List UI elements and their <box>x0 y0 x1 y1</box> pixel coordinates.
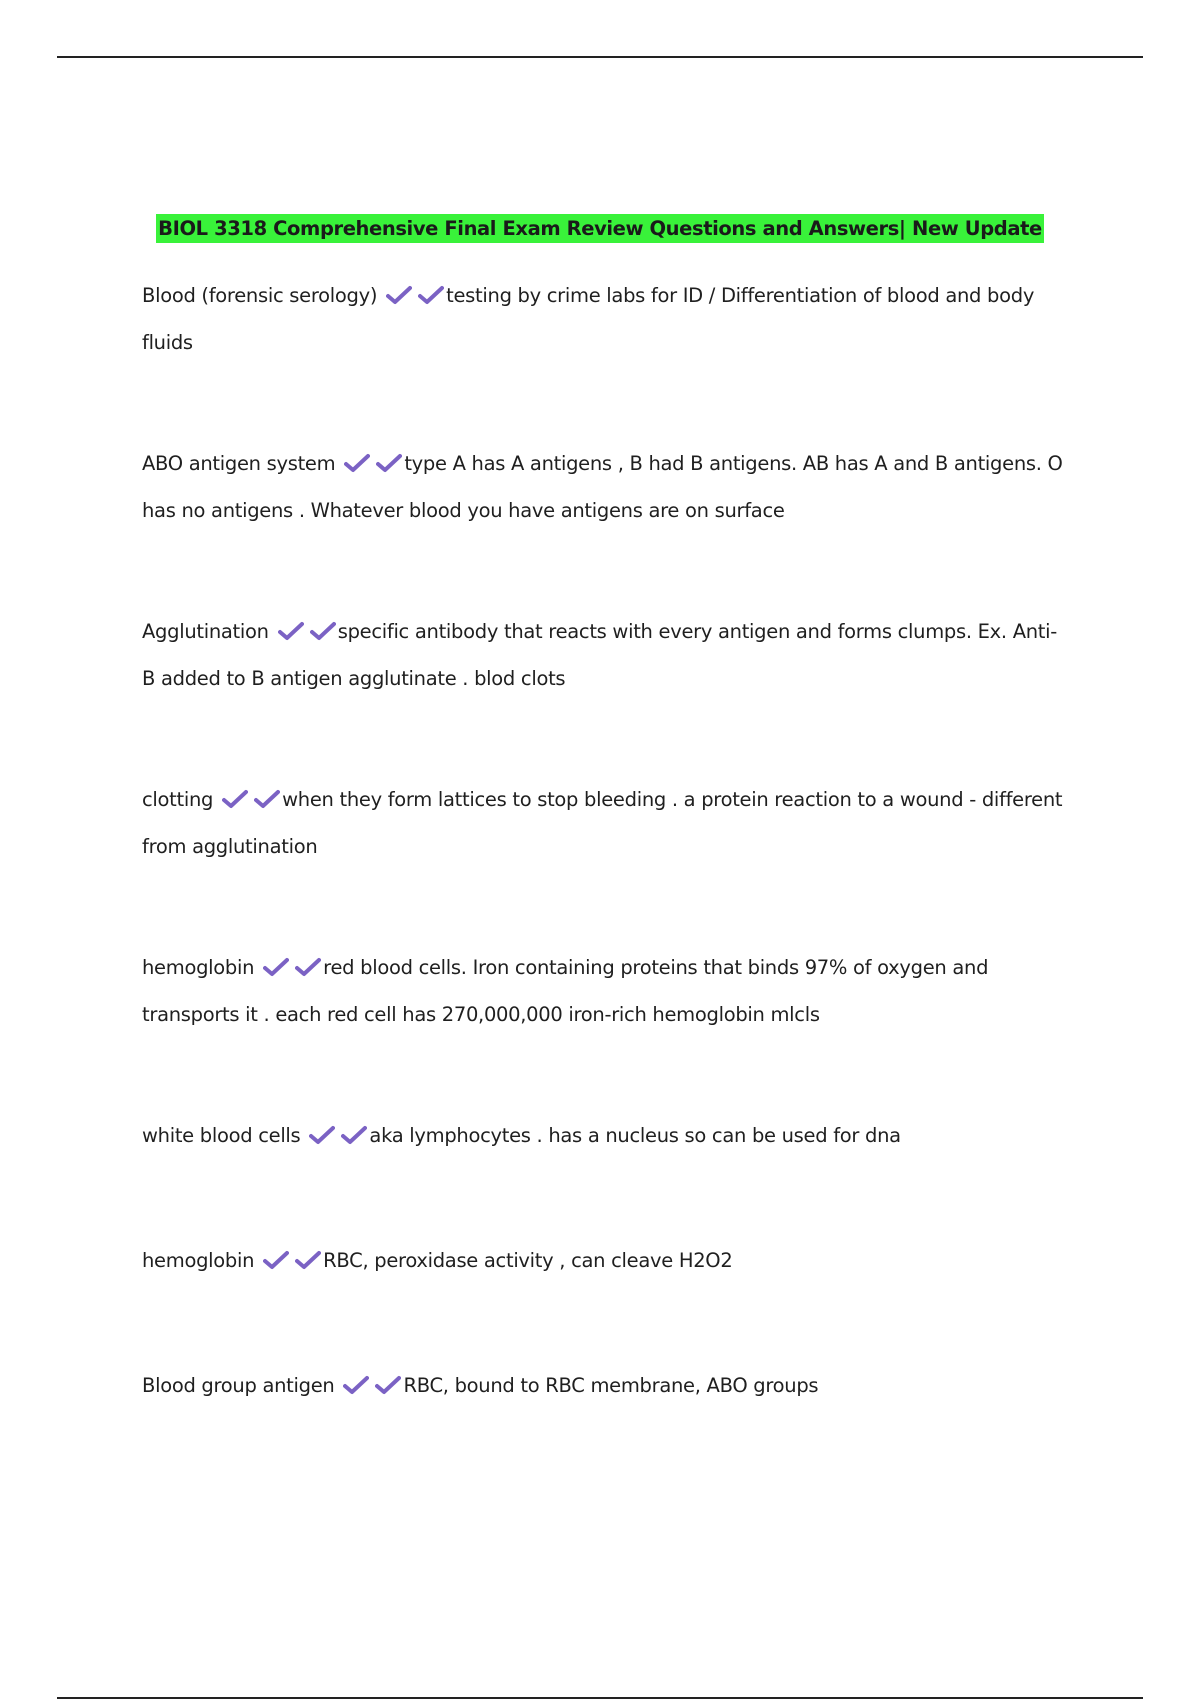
check-mark-icon <box>418 285 444 305</box>
entry-list <box>142 274 1067 1489</box>
check-mark-icon <box>343 1375 369 1395</box>
check-pair <box>263 1242 321 1286</box>
check-mark-icon <box>263 1250 289 1270</box>
entry-blood-group-antigen <box>142 1364 1067 1411</box>
entry-definition: RBC, peroxidase activity , can cleave H2O2 <box>323 1249 733 1272</box>
check-pair <box>278 613 336 657</box>
check-mark-icon <box>295 1250 321 1270</box>
entry-clotting <box>142 778 1067 869</box>
entry-definition: when they form lattices to stop bleeding . a protein reaction to a wound - different from agglutination <box>142 788 1063 858</box>
title-container <box>0 214 1200 243</box>
entry-definition: RBC, bound to RBC membrane, ABO groups <box>403 1374 819 1397</box>
check-mark-icon <box>295 957 321 977</box>
header-rule <box>57 56 1143 58</box>
entry-blood-forensic-serology <box>142 274 1067 365</box>
check-pair <box>386 277 444 321</box>
entry-term: Blood group antigen <box>142 1374 335 1397</box>
entry-term: clotting <box>142 788 214 811</box>
entry-agglutination <box>142 610 1067 701</box>
check-mark-icon <box>341 1125 367 1145</box>
entry-term: ABO antigen system <box>142 452 336 475</box>
check-mark-icon <box>375 1375 401 1395</box>
check-mark-icon <box>254 789 280 809</box>
check-mark-icon <box>386 285 412 305</box>
entry-term: Agglutination <box>142 620 269 643</box>
entry-definition: testing by crime labs for ID / Differentiation of blood and body fluids <box>142 284 1035 354</box>
entry-hemoglobin-red-cells <box>142 946 1067 1037</box>
entry-term: hemoglobin <box>142 1249 255 1272</box>
check-mark-icon <box>376 453 402 473</box>
check-mark-icon <box>278 621 304 641</box>
check-pair <box>222 781 280 825</box>
entry-definition: aka lymphocytes . has a nucleus so can be used for dna <box>369 1124 901 1147</box>
check-mark-icon <box>344 453 370 473</box>
check-mark-icon <box>310 621 336 641</box>
entry-hemoglobin-rbc <box>142 1239 1067 1286</box>
check-pair <box>343 1367 401 1411</box>
check-pair <box>344 445 402 489</box>
entry-term: white blood cells <box>142 1124 301 1147</box>
check-mark-icon <box>263 957 289 977</box>
check-mark-icon <box>309 1125 335 1145</box>
document-title: BIOL 3318 Comprehensive Final Exam Review Questions and Answers| New Update <box>156 214 1044 243</box>
entry-definition: type A has A antigens , B had B antigens. AB has A and B antigens. O has no antigens . Whatever blood you have antigens are on surface <box>142 452 1063 522</box>
entry-definition: specific antibody that reacts with every antigen and forms clumps. Ex. Anti-B added to B antigen agglutinate . blod clots <box>142 620 1057 690</box>
check-mark-icon <box>222 789 248 809</box>
entry-term: hemoglobin <box>142 956 255 979</box>
footer-rule <box>57 1697 1143 1699</box>
entry-abo-antigen-system <box>142 442 1067 533</box>
check-pair <box>263 949 321 993</box>
entry-white-blood-cells <box>142 1114 1067 1161</box>
entry-definition: red blood cells. Iron containing proteins that binds 97% of oxygen and transports it . each red cell has 270,000,000 iron-rich hemoglobin mlcls <box>142 956 989 1026</box>
entry-term: Blood (forensic serology) <box>142 284 378 307</box>
check-pair <box>309 1117 367 1161</box>
